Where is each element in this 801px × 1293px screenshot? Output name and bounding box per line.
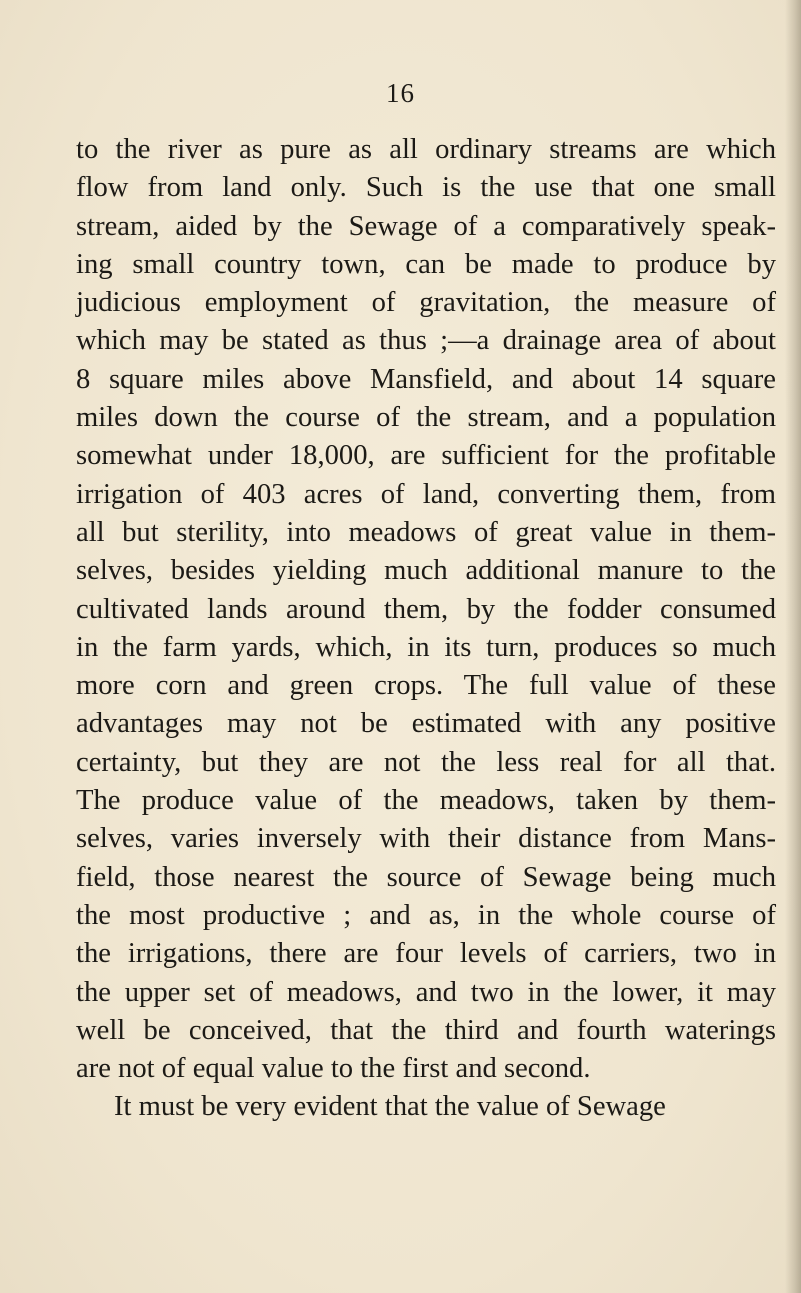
text-line: advantages may not be estimated with any positive: [76, 708, 776, 740]
text-line: ing small country town, can be made to produce by: [76, 248, 776, 280]
text-line: judicious employment of gravitation, the measure of: [76, 287, 776, 319]
text-line: which may be stated as thus ;—a drainage area of about: [76, 325, 776, 357]
text-line: selves, besides yielding much additional manure to the: [76, 555, 776, 587]
text-line: field, those nearest the source of Sewage being much: [76, 861, 776, 893]
page-number: 16: [386, 78, 415, 108]
text-line: somewhat under 18,000, are sufficient for the profitable: [76, 440, 776, 472]
text-line: in the farm yards, which, in its turn, produces so much: [76, 631, 776, 663]
text-line: miles down the course of the stream, and a population: [76, 402, 776, 434]
text-line: the upper set of meadows, and two in the lower, it may: [76, 976, 776, 1008]
text-line: the most productive ; and as, in the whole course of: [76, 899, 776, 931]
text-line: certainty, but they are not the less real for all that.: [76, 746, 776, 778]
text-line: The produce value of the meadows, taken by them-: [76, 785, 776, 817]
body-text: [76, 131, 776, 1127]
text-line: to the river as pure as all ordinary streams are which: [76, 134, 776, 165]
text-line: irrigation of 403 acres of land, converting them, from: [76, 478, 776, 510]
paragraph-end-line: are not of equal value to the first and second.: [76, 1053, 591, 1085]
text-line: the irrigations, there are four levels of carriers, two in: [76, 938, 776, 970]
text-line: stream, aided by the Sewage of a comparatively speak-: [76, 210, 776, 242]
text-line: 8 square miles above Mansfield, and about 14 square: [76, 363, 776, 395]
text-line: all but sterility, into meadows of great value in them-: [76, 516, 776, 548]
text-line: cultivated lands around them, by the fodder consumed: [76, 593, 776, 625]
text-line: selves, varies inversely with their distance from Mans-: [76, 823, 776, 855]
text-line: well be conceived, that the third and fourth waterings: [76, 1014, 776, 1046]
paragraph-start-line: It must be very evident that the value of Sewage: [114, 1091, 666, 1123]
text-line: flow from land only. Such is the use that one small: [76, 172, 776, 204]
text-line: more corn and green crops. The full value of these: [76, 670, 776, 702]
